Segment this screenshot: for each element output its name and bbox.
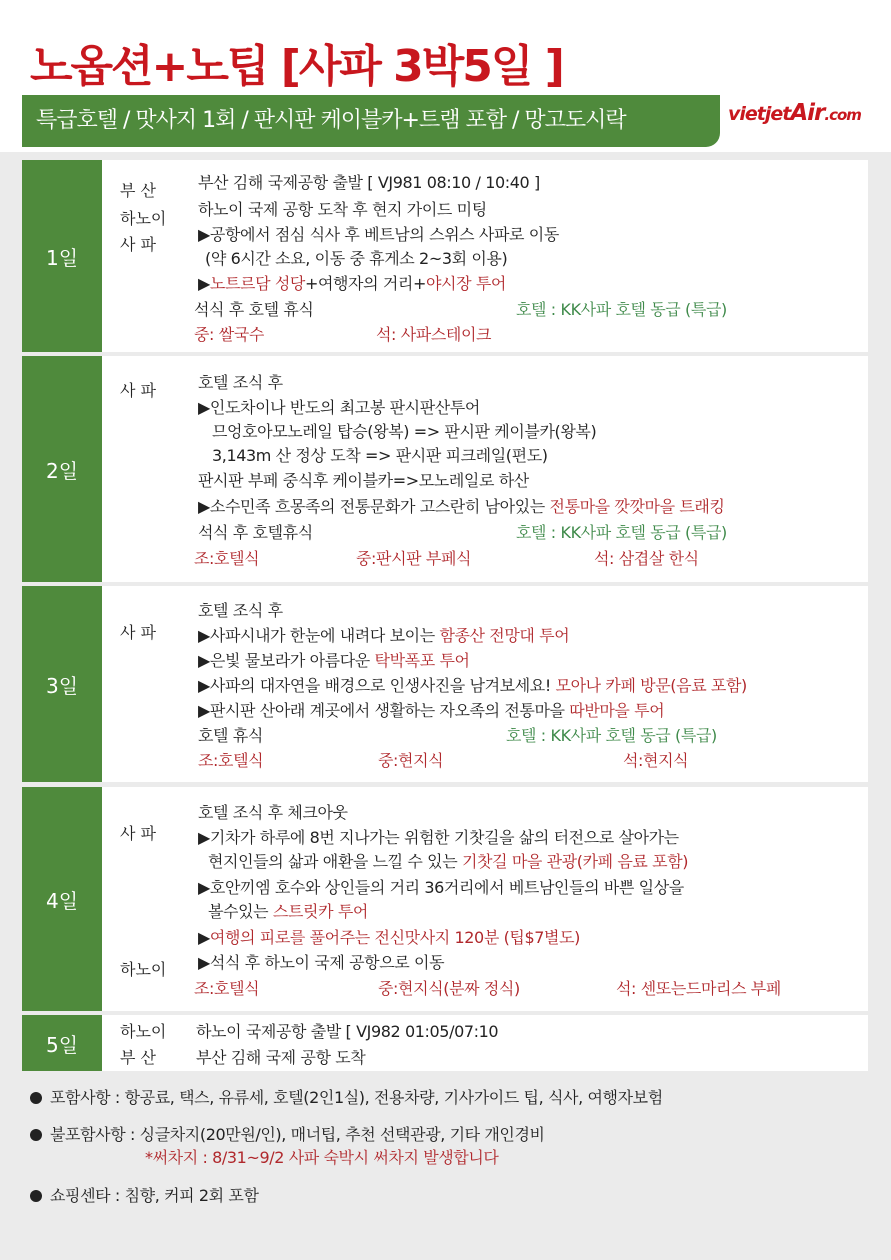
itinerary-line [198,925,580,948]
excluded-text: 불포함사항 : 싱글차지(20만원/인), 매너팁, 추천 선택관광, 기타 개인경비 [50,1125,545,1144]
day-1-place: 사 파 [120,235,156,254]
line-part: ▶사파시내가 한눈에 내려다 보이는 [198,626,440,645]
itinerary-line [198,271,506,294]
itinerary-line: 석식 후 호텔휴식 [198,523,313,542]
hotel-info: 호텔 : KK사파 호텔 동급 (특급) [516,523,727,542]
day-4-place: 사 파 [120,824,156,843]
day-5-place: 하노이 [120,1022,167,1041]
logo-air: Air [790,100,825,126]
itinerary-line: ▶기차가 하루에 8번 지나가는 위험한 기찻길을 삶의 터전으로 살아가는 [198,828,679,847]
line-part: +여행자의 거리+ [304,274,426,293]
logo-main: vietjet [728,103,791,125]
meal-lunch: 중: 쌀국수 [194,325,264,344]
surcharge-note: *써차지 : 8/31~9/2 사파 숙박시 써차지 발생합니다 [145,1148,499,1167]
line-part: ▶ [198,928,210,947]
bullet-icon [30,1092,42,1104]
line-part: 현지인들의 삶과 애환을 느낄 수 있는 [208,852,462,871]
highlight-text: 스트릿카 투어 [272,902,368,921]
line-part: ▶소수민족 흐몽족의 전통문화가 고스란히 남아있는 [198,497,550,516]
day-1-place: 하노이 [120,209,167,228]
itinerary-line: 하노이 국제 공항 도착 후 현지 가이드 미팅 [198,200,487,219]
shopping-text: 쇼핑센타 : 침향, 커피 2회 포함 [50,1186,259,1205]
day-4-label: 4일 [22,787,102,1011]
itinerary-line: 호텔 조식 후 [198,601,283,620]
itinerary-line: 판시판 부페 중식후 케이블카=>모노레일로 하산 [198,471,529,490]
logo-suffix: .com [824,106,861,124]
day-2-place: 사 파 [120,381,156,400]
day-5-label: 5일 [22,1015,102,1071]
meal-breakfast: 조:호텔식 [194,979,260,998]
itinerary-line [208,899,368,922]
itinerary-line [198,698,664,721]
hotel-info: 호텔 : KK사파 호텔 동급 (특급) [516,300,727,319]
itinerary-line: 석식 후 호텔 휴식 [194,300,314,319]
itinerary-line [198,648,470,671]
line-part: ▶ [198,274,210,293]
meal-dinner: 석: 사파스테이크 [376,325,492,344]
day-3-row [22,586,868,782]
included-note [30,1085,663,1108]
day-5-place: 부 산 [120,1048,156,1067]
itinerary-line: 호텔 휴식 [198,726,263,745]
vietjet-logo [728,100,861,126]
highlight-text: 노트르담 성당 [209,274,305,293]
line-part: ▶판시판 산아래 계곳에서 생활하는 자오족의 전통마을 [198,701,570,720]
itinerary-line: 부산 김해 국제 공항 도착 [196,1048,366,1067]
meal-breakfast: 조:호텔식 [194,549,260,568]
itinerary-line: 하노이 국제공항 출발 [ VJ982 01:05/07:10 [196,1022,499,1041]
day-1-label: 1일 [22,160,102,352]
meal-lunch: 중:현지식(분짜 정식) [378,979,520,998]
itinerary-line [198,494,725,517]
line-part: 볼수있는 [208,902,273,921]
day-5-row [22,1015,868,1071]
day-3-place: 사 파 [120,623,156,642]
highlight-text: 함종산 전망대 투어 [439,626,570,645]
itinerary-line: 부산 김해 국제공항 출발 [ VJ981 08:10 / 10:40 ] [198,173,540,192]
day-2-label: 2일 [22,356,102,582]
itinerary-line: 호텔 조식 후 체크아웃 [198,803,348,822]
day-1-row [22,160,868,352]
day-3-label: 3일 [22,586,102,782]
line-part: ▶은빛 물보라가 아름다운 [198,651,375,670]
highlight-text: 탁박폭포 투어 [374,651,470,670]
shopping-note [30,1183,259,1206]
itinerary-line: ▶공항에서 점심 식사 후 베트남의 스위스 사파로 이동 [198,225,559,244]
page-title: 노옵션+노팁 [사파 3박5일 ] [30,41,563,92]
highlight-text: 모아나 카페 방문(음료 포함) [555,676,747,695]
day-4-place: 하노이 [120,960,167,979]
itinerary-line [198,623,569,646]
highlight-text: 야시장 투어 [425,274,506,293]
itinerary-line: ▶인도차이나 반도의 최고봉 판시판산투어 [198,398,480,417]
day-2-row [22,356,868,582]
meal-dinner: 석: 센또는드마리스 부페 [616,979,781,998]
hotel-info: 호텔 : KK사파 호텔 동급 (특급) [506,726,717,745]
itinerary-line: ▶호안끼엠 호수와 상인들의 거리 36거리에서 베트남인들의 바쁜 일상을 [198,878,684,897]
header-area [0,0,891,152]
itinerary-line: (약 6시간 소요, 이동 중 휴게소 2~3회 이용) [205,249,508,268]
meal-dinner: 석: 삼겹살 한식 [594,549,699,568]
excluded-note [30,1122,545,1145]
day-1-place: 부 산 [120,181,156,200]
highlights-banner: 특급호텔 / 맛사지 1회 / 판시판 케이블카+트램 포함 / 망고도시락 [22,95,720,147]
itinerary-line [208,849,688,872]
itinerary-line: 므엉호아모노레일 탑승(왕복) => 판시판 케이블카(왕복) [212,422,597,441]
meal-lunch: 중:판시판 부페식 [356,549,472,568]
day-4-row [22,787,868,1011]
itinerary-line: 호텔 조식 후 [198,373,283,392]
itinerary-line: ▶석식 후 하노이 국제 공항으로 이동 [198,953,445,972]
highlight-text: 전통마을 깟깟마을 트래킹 [549,497,725,516]
highlight-text: 따반마을 투어 [569,701,665,720]
meal-breakfast: 조:호텔식 [198,751,264,770]
itinerary-line: 3,143m 산 정상 도착 => 판시판 피크레일(편도) [212,446,548,465]
line-part: ▶사파의 대자연을 배경으로 인생사진을 남겨보세요! [198,676,556,695]
bullet-icon [30,1190,42,1202]
included-text: 포함사항 : 항공료, 택스, 유류세, 호텔(2인1실), 전용차량, 기사가이드 팁, 식사, 여행자보험 [50,1088,663,1107]
meal-dinner: 석:현지식 [623,751,689,770]
highlight-text: 기찻길 마을 관광(카페 음료 포함) [461,852,689,871]
meal-lunch: 중:현지식 [378,751,444,770]
highlight-text: 여행의 피로를 풀어주는 전신맛사지 120분 (팁$7별도) [209,928,580,947]
bullet-icon [30,1129,42,1141]
itinerary-line [198,673,747,696]
